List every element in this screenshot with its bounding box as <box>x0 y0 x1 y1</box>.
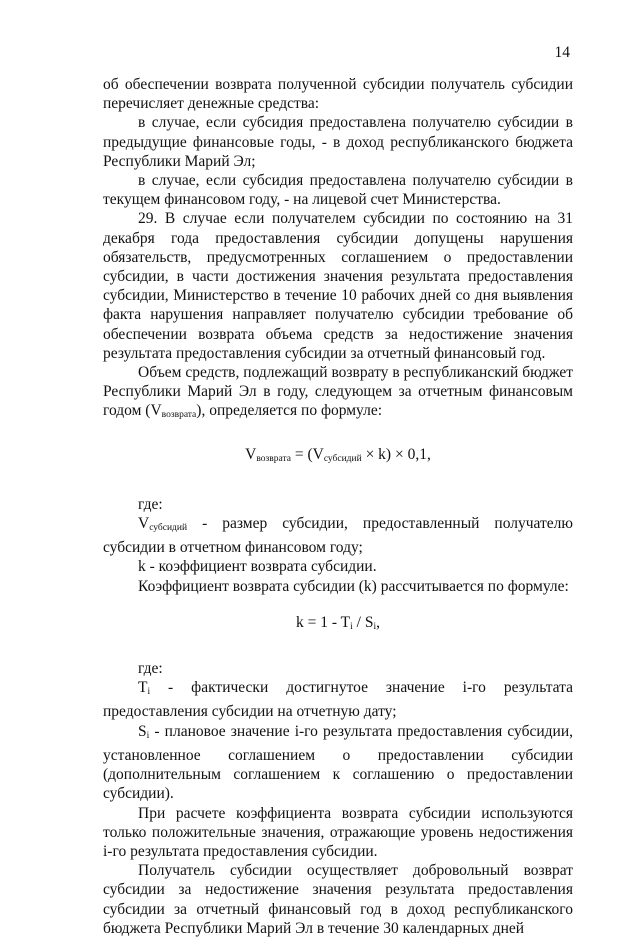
paragraph <box>103 363 573 426</box>
paragraph: Коэффициент возврата субсидии (k) рассчитывается по формуле: <box>138 577 569 595</box>
subscript: i <box>147 687 151 698</box>
paragraph: в случае, если субсидия предоставлена получателю субсидии в текущем финансовом году, - на лицевой счет Министерства. <box>103 172 573 209</box>
document-body <box>103 75 573 938</box>
formula-part: = (V <box>290 445 324 463</box>
subscript: i <box>350 621 353 632</box>
text-run: ), определяется по формуле: <box>196 402 383 420</box>
paragraph: k - коэффициент возврата субсидии. <box>138 558 377 576</box>
paragraph: где: <box>138 660 163 678</box>
paragraph <box>103 678 573 721</box>
paragraph: в случае, если субсидия предоставлена получателю субсидии в предыдущие финансовые годы, - в доход республиканского бюджета Республики Марий Эл; <box>103 114 573 170</box>
paragraph <box>103 514 573 557</box>
paragraph: об обеспечении возврата полученной субсидии получатель субсидии перечисляет денежные средства: <box>103 76 573 113</box>
paragraph-item-29: 29. В случае если получателем субсидии по состоянию на 31 декабря года предоставления субсидии допущены нарушения обязательств, предусмотренных соглашением о предоставлении субсидии, в части достижения значения результата предоставления субсидии, Министерство в течение 10 рабочих дней со дня выявления факта нарушения направляет получателю субсидии требование об обеспечении возврата объема средств за недостижение значения результата предоставления субсидии за отчетный финансовый год. <box>103 210 573 362</box>
formula-part: k = 1 - T <box>296 613 351 631</box>
formula-part: V <box>245 445 257 463</box>
text-run: - плановое значение i-го результата предоставления субсидии, установленное соглашением о предоставлении субсидии (дополнительным соглашением к соглашению о предоставлении субсидии). <box>103 722 573 803</box>
formula-refund-volume <box>103 445 573 469</box>
subscript: субсидий <box>149 523 188 534</box>
text-run: V <box>138 515 150 533</box>
text-run: Объем средств, подлежащий возврату в республиканский бюджет Республики Марий Эл в году, следующем за отчетным финансовым годом (V <box>103 364 573 420</box>
text-run: - фактически достигнутое значение i-го результата предоставления субсидии на отчетную дату; <box>103 679 573 721</box>
text-run: - размер субсидии, предоставленный получателю субсидии в отчетном финансовом году; <box>103 515 573 557</box>
page-number: 14 <box>554 44 570 61</box>
formula-coefficient <box>103 613 573 637</box>
formula-part: / S <box>352 613 374 631</box>
formula-part: × k) × 0,1, <box>361 445 431 463</box>
text-run: T <box>138 679 148 697</box>
paragraph: Получатель субсидии осуществляет добровольный возврат субсидии за недостижение значения результата предоставления субсидии за отчетный финансовый год в доход республиканского бюджета Республики Марий Эл в течение 30 календарных дней <box>103 862 573 937</box>
paragraph <box>103 722 573 804</box>
subscript: i <box>146 730 150 741</box>
subscript: возврата <box>161 410 197 421</box>
subscript: i <box>373 621 377 632</box>
formula-part: , <box>376 613 380 631</box>
text-run: S <box>138 722 147 740</box>
subscript: субсидий <box>323 453 362 464</box>
paragraph: При расчете коэффициента возврата субсидии используются только положительные значения, отражающие уровень недостижения i-го результата предоставления субсидии. <box>103 804 573 860</box>
subscript: возврата <box>256 453 291 464</box>
paragraph: где: <box>138 495 163 513</box>
